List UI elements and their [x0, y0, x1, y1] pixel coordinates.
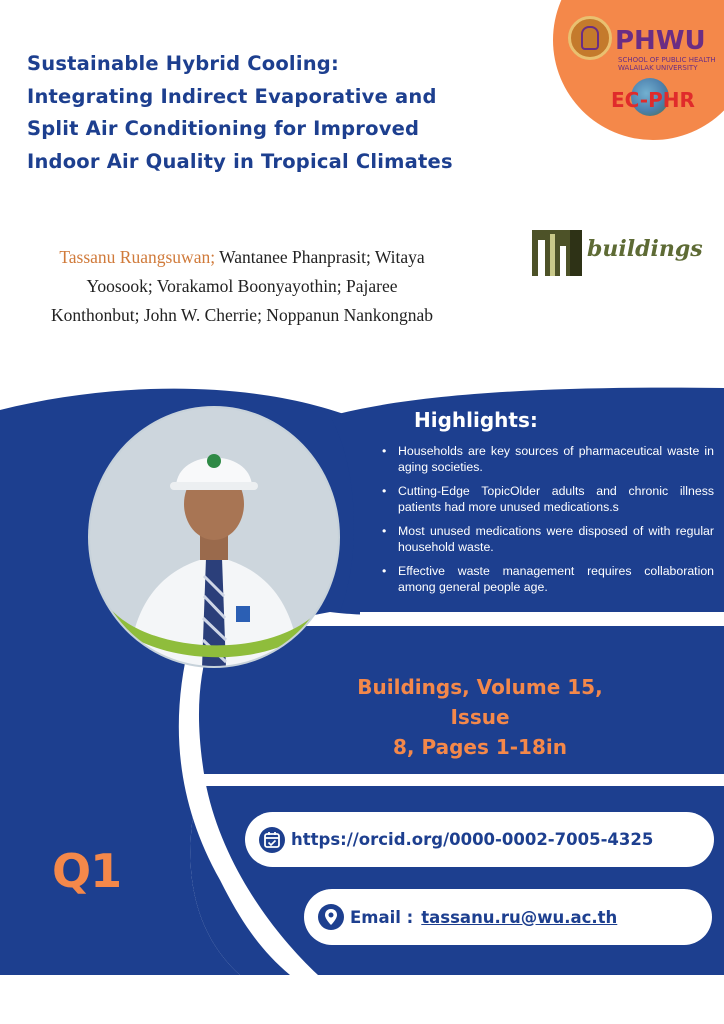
- list-item: • Cutting-Edge TopicOlder adults and chronic illness patients had more unused medications.s: [380, 483, 714, 515]
- authors-line-3: Konthonbut; John W. Cherrie; Noppanun Nankongnab: [50, 305, 434, 325]
- authors-line-2: Yoosook; Vorakamol Boonyayothin; Pajaree: [86, 276, 398, 296]
- first-author: Tassanu Ruangsuwan;: [59, 247, 216, 267]
- email-label: Email :: [350, 907, 414, 927]
- quartile-badge: Q1: [52, 844, 122, 898]
- orcid-pill: [245, 812, 714, 867]
- journal-citation: Buildings, Volume 15, Issue 8, Pages 1-18in: [357, 675, 603, 759]
- orcid-link[interactable]: https://orcid.org/0000-0002-7005-4325: [291, 830, 654, 849]
- authors-line-1: Wantanee Phanprasit; Witaya: [215, 247, 425, 267]
- title-line: Indoor Air Quality in Tropical Climates: [27, 149, 453, 173]
- author-photo: [88, 406, 340, 668]
- school-name: SCHOOL OF PUBLIC HEALTH WALAILAK UNIVERSITY: [618, 56, 716, 72]
- email-link[interactable]: tassanu.ru@wu.ac.th: [421, 907, 618, 927]
- phwu-logo-text: PHWU: [615, 26, 706, 56]
- ec-phr-logo-text: EC-PHR: [611, 88, 695, 112]
- list-item: • Most unused medications were disposed of with regular household waste.: [380, 523, 714, 555]
- title-line: Split Air Conditioning for Improved: [27, 117, 420, 140]
- list-item: • Effective waste management requires collaboration among general people age.: [380, 563, 714, 595]
- list-item: • Households are key sources of pharmaceutical waste in aging societies.: [380, 443, 714, 475]
- title-line: Sustainable Hybrid Cooling:: [27, 52, 339, 75]
- title-line: Integrating Indirect Evaporative and: [27, 84, 437, 108]
- highlights-list: [380, 443, 714, 603]
- calendar-icon: [259, 827, 285, 853]
- location-pin-icon: [318, 904, 344, 930]
- highlights-heading: Highlights:: [414, 408, 538, 432]
- email-pill: [304, 889, 712, 945]
- author-portrait: [88, 406, 340, 668]
- journal-name: buildings: [587, 236, 703, 262]
